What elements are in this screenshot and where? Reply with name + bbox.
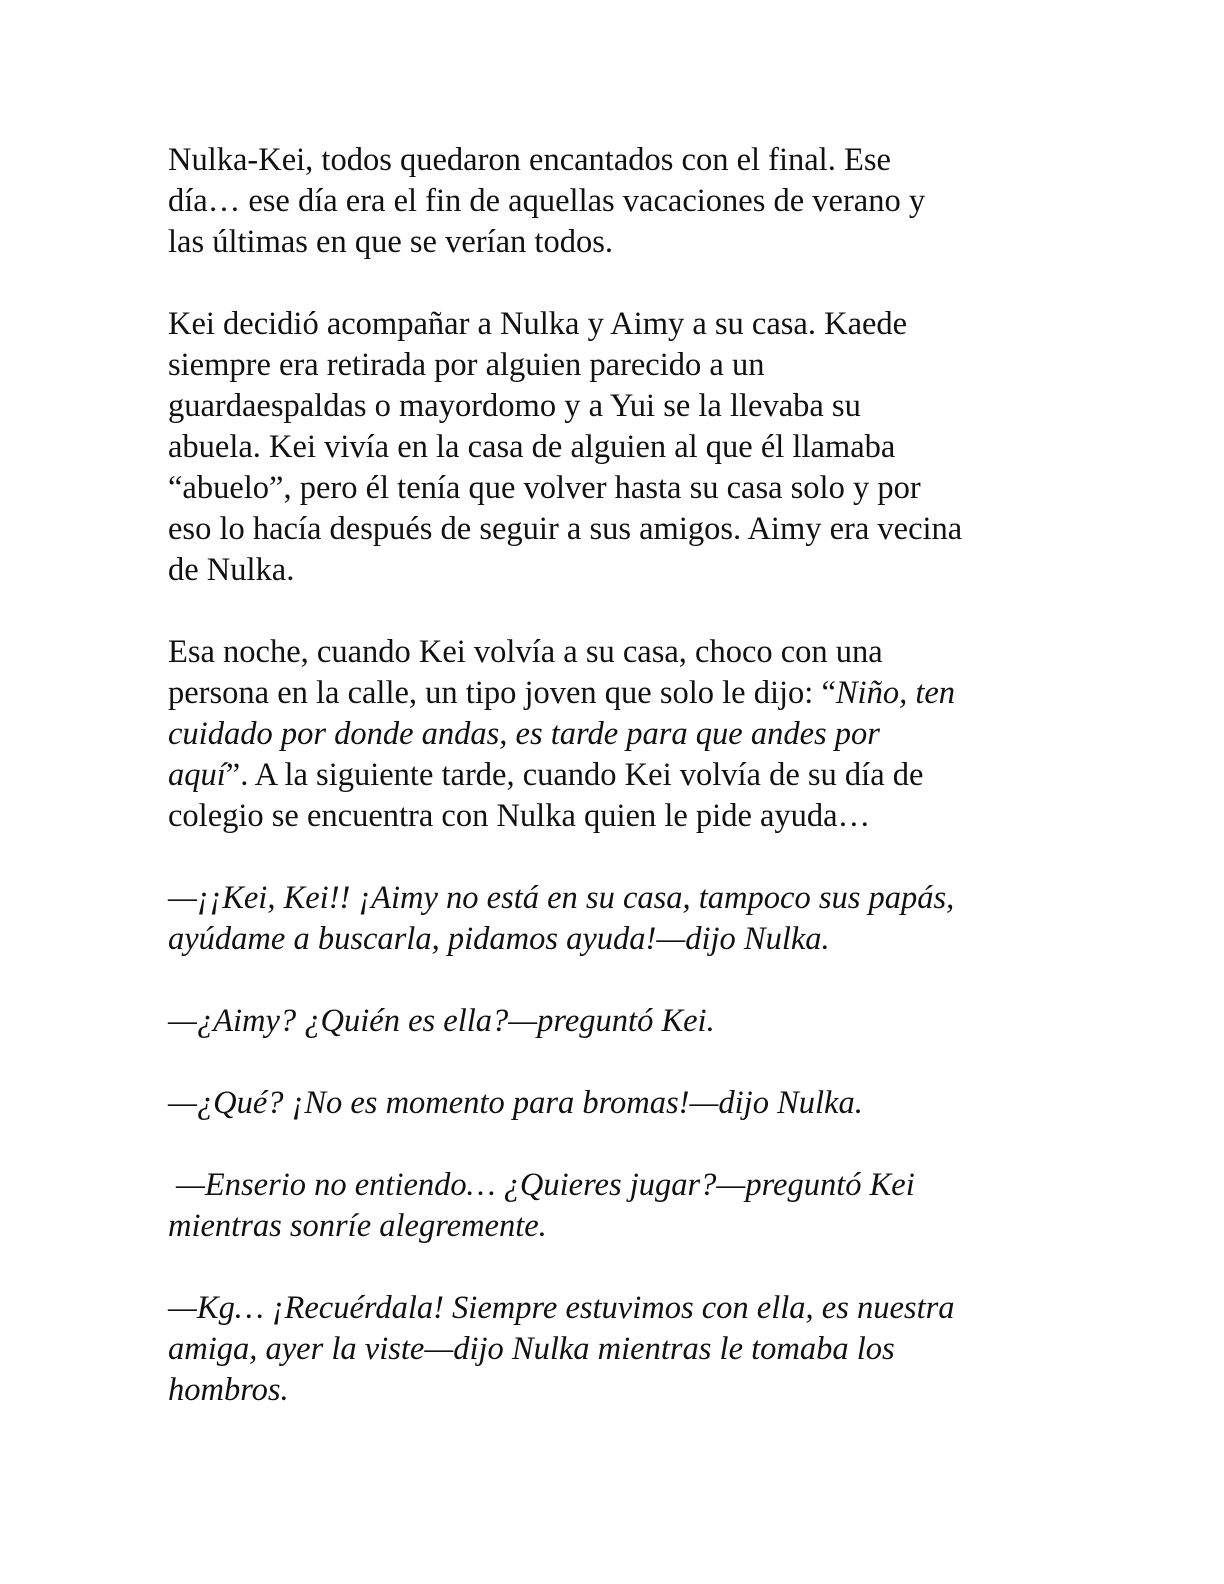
text-line: —Kg… ¡Recuérdala! Siempre estuvimos con ella, es nuestra xyxy=(168,1290,955,1326)
text-line: —Enserio no entiendo… ¿Quieres jugar?—preguntó Kei xyxy=(176,1167,915,1203)
narrative-paragraph-3 xyxy=(168,632,1048,837)
quoted-speech: aquí xyxy=(168,757,226,793)
text-line: guardaespaldas o mayordomo y a Yui se la llevaba su xyxy=(168,388,861,424)
text-line: —¡¡Kei, Kei!! ¡Aimy no está en su casa, tampoco sus papás, xyxy=(168,880,955,916)
text-line: —¿Aimy? ¿Quién es ella?—preguntó Kei. xyxy=(168,1003,715,1039)
text-line: de Nulka. xyxy=(168,552,295,588)
text-line: “abuelo”, pero él tenía que volver hasta su casa solo y por xyxy=(168,470,921,506)
text-line: persona en la calle, un tipo joven que solo le dijo: “ xyxy=(168,675,836,711)
dialogue-line-2 xyxy=(168,1001,1048,1042)
text-line: ayúdame a buscarla, pidamos ayuda!—dijo Nulka. xyxy=(168,921,830,957)
text-line: ”. A la siguiente tarde, cuando Kei volvía de su día de xyxy=(225,757,924,793)
text-line: Nulka-Kei, todos quedaron encantados con el final. Ese xyxy=(168,142,891,178)
quoted-speech: cuidado por donde andas, es tarde para que andes por xyxy=(168,716,880,752)
text-line: Kei decidió acompañar a Nulka y Aimy a su casa. Kaede xyxy=(168,306,908,342)
dialogue-line-3 xyxy=(168,1083,1048,1124)
text-line: eso lo hacía después de seguir a sus amigos. Aimy era vecina xyxy=(168,511,963,547)
text-line: hombros. xyxy=(168,1372,289,1408)
dialogue-line-5 xyxy=(168,1288,1048,1411)
narrative-paragraph-2 xyxy=(168,304,1048,591)
text-line: abuela. Kei vivía en la casa de alguien al que él llamaba xyxy=(168,429,896,465)
text-line: colegio se encuentra con Nulka quien le pide ayuda… xyxy=(168,798,871,834)
text-line: día… ese día era el fin de aquellas vacaciones de verano y xyxy=(168,183,926,219)
dialogue-line-4 xyxy=(168,1165,1048,1247)
quoted-speech: Niño, ten xyxy=(835,675,956,711)
text-line: mientras sonríe alegremente. xyxy=(168,1208,547,1244)
text-line: siempre era retirada por alguien parecido a un xyxy=(168,347,765,383)
text-line: —¿Qué? ¡No es momento para bromas!—dijo Nulka. xyxy=(168,1085,863,1121)
text-line: Esa noche, cuando Kei volvía a su casa, choco con una xyxy=(168,634,883,670)
dialogue-line-1 xyxy=(168,878,1048,960)
text-line: amiga, ayer la viste—dijo Nulka mientras le tomaba los xyxy=(168,1331,895,1367)
text-line: las últimas en que se verían todos. xyxy=(168,224,613,260)
document-page xyxy=(168,140,1048,1411)
narrative-paragraph-1 xyxy=(168,140,1048,263)
